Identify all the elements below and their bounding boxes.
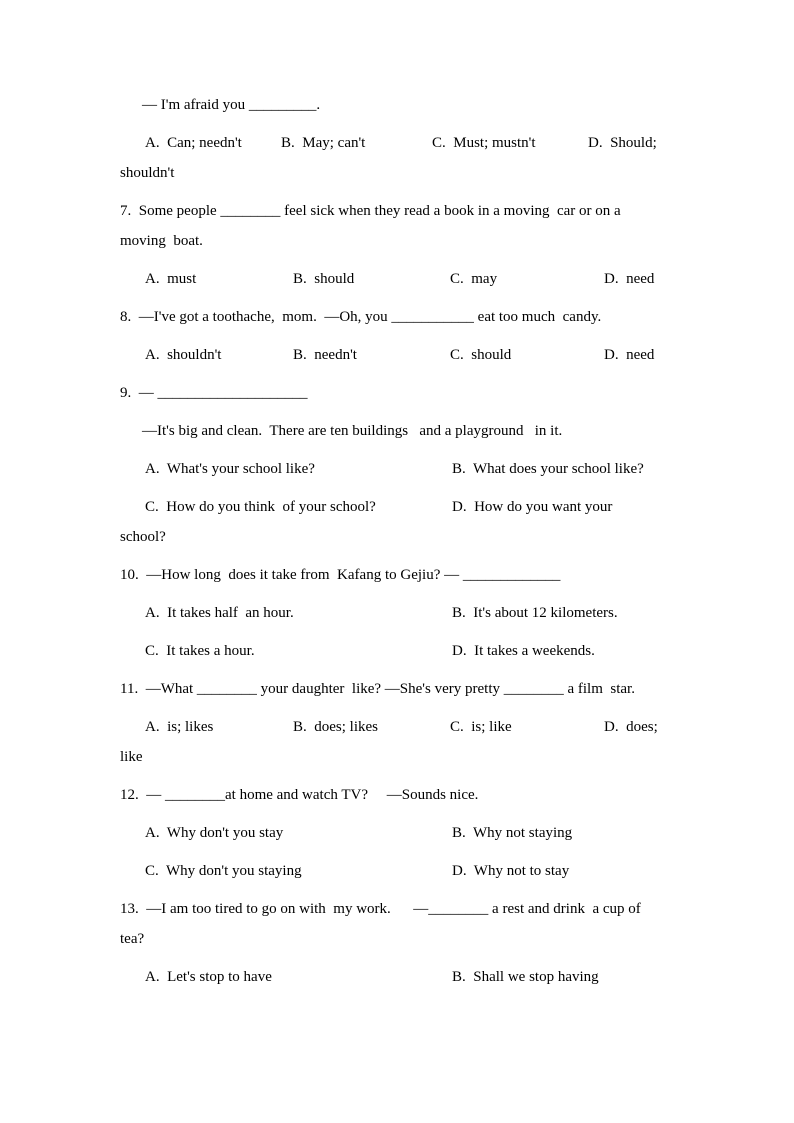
q7-stem-line1: 7. Some people ________ feel sick when they read a book in a moving car or on a — [120, 203, 621, 219]
q10-option-b: B. It's about 12 kilometers. — [452, 605, 618, 621]
q9-option-d-carry: school? — [120, 529, 166, 545]
q6-option-b: B. May; can't — [281, 135, 366, 151]
q13-option-a: A. Let's stop to have — [145, 969, 272, 985]
q6-options-row — [145, 128, 739, 158]
q12-option-b: B. Why not staying — [452, 825, 573, 841]
q11-option-c: C. is; like — [450, 719, 512, 735]
q6-option-d: D. Should; — [588, 135, 657, 151]
q12-options-row-cd — [145, 856, 739, 886]
q6-option-a: A. Can; needn't — [145, 135, 242, 151]
q11-option-a: A. is; likes — [145, 719, 214, 735]
q12-stem: 12. — ________at home and watch TV? —Sounds nice. — [120, 787, 479, 803]
q6-option-c: C. Must; mustn't — [432, 135, 536, 151]
q12-option-d: D. Why not to stay — [452, 863, 570, 879]
q12-options-row-ab — [145, 818, 739, 848]
q10-option-a: A. It takes half an hour. — [145, 605, 294, 621]
q7-option-a: A. must — [145, 271, 197, 287]
q11-option-d-carry: like — [120, 749, 143, 765]
q10-stem: 10. —How long does it take from Kafang to Gejiu? — _____________ — [120, 567, 561, 583]
q11-stem: 11. —What ________ your daughter like? —She's very pretty ________ a film star. — [120, 681, 635, 697]
q10-option-d: D. It takes a weekends. — [452, 643, 595, 659]
q11-options-row — [145, 712, 739, 742]
q10-options-row-cd — [145, 636, 739, 666]
q7-option-c: C. may — [450, 271, 498, 287]
q8-stem: 8. —I've got a toothache, mom. —Oh, you ___________ eat too much candy. — [120, 309, 602, 325]
q6-option-d-carry: shouldn't — [120, 165, 175, 181]
q8-option-c: C. should — [450, 347, 512, 363]
q13-stem-line2: tea? — [120, 931, 145, 947]
q8-option-d: D. need — [604, 347, 655, 363]
q7-option-b: B. should — [293, 271, 355, 287]
q13-options-row-ab — [145, 962, 739, 992]
q8-option-b: B. needn't — [293, 347, 357, 363]
q7-stem-line2: moving boat. — [120, 233, 203, 249]
q9-options-row-ab — [145, 454, 739, 484]
q10-option-c: C. It takes a hour. — [145, 643, 255, 659]
q9-stem-line1: 9. — ____________________ — [120, 385, 308, 401]
q9-option-b: B. What does your school like? — [452, 461, 644, 477]
q9-options-row-cd — [145, 492, 739, 522]
q8-option-a: A. shouldn't — [145, 347, 222, 363]
q11-option-b: B. does; likes — [293, 719, 378, 735]
q9-option-d: D. How do you want your — [452, 499, 613, 515]
q13-option-b: B. Shall we stop having — [452, 969, 599, 985]
q7-options-row — [145, 264, 739, 294]
q11-option-d: D. does; — [604, 719, 658, 735]
q10-options-row-ab — [145, 598, 739, 628]
q12-option-c: C. Why don't you staying — [145, 863, 302, 879]
q6-stem: — I'm afraid you _________. — [142, 97, 321, 113]
q13-stem-line1: 13. —I am too tired to go on with my work. —________ a rest and drink a cup of — [120, 901, 641, 917]
q7-option-d: D. need — [604, 271, 655, 287]
q9-option-a: A. What's your school like? — [145, 461, 315, 477]
q9-stem-line2: —It's big and clean. There are ten buildings and a playground in it. — [142, 423, 563, 439]
q8-options-row — [145, 340, 739, 370]
q12-option-a: A. Why don't you stay — [145, 825, 284, 841]
q9-option-c: C. How do you think of your school? — [145, 499, 376, 515]
